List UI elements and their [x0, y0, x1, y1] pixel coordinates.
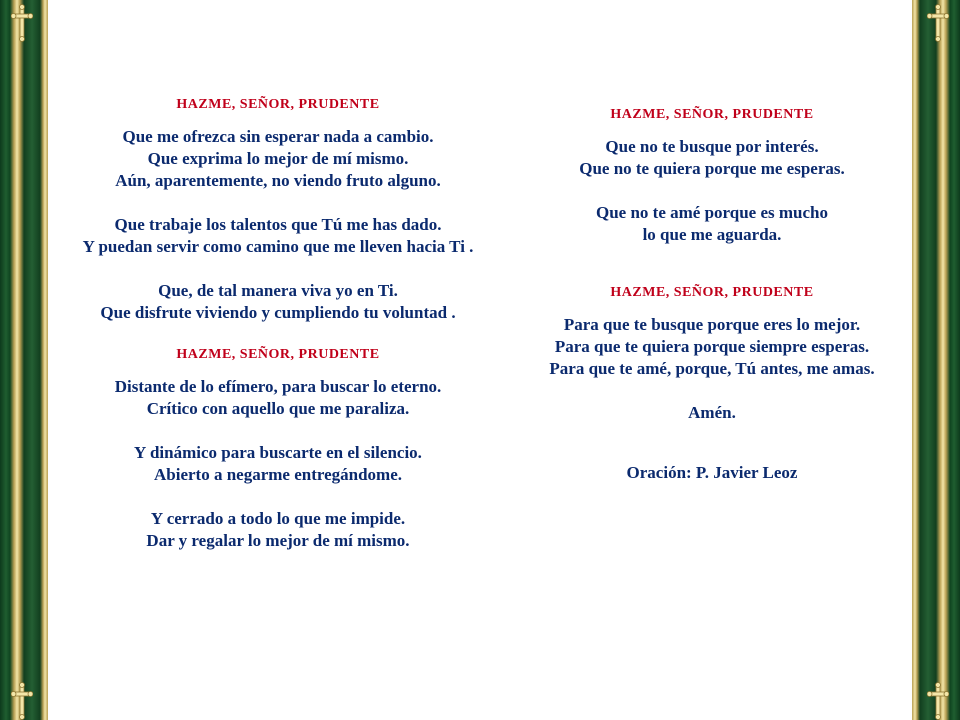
section-heading: HAZME, SEÑOR, PRUDENTE — [610, 285, 814, 300]
prayer-line: Que exprima lo mejor de mí mismo. — [147, 149, 409, 168]
prayer-credit: Oración: P. Javier Leoz — [626, 463, 798, 482]
prayer-line: Para que te busque porque eres lo mejor. — [563, 315, 861, 334]
prayer-line: Que disfrute viviendo y cumpliendo tu voluntad . — [100, 303, 456, 322]
prayer-line: Que, de tal manera viva yo en Ti. — [158, 281, 398, 300]
prayer-line: lo que me aguarda. — [642, 225, 782, 244]
prayer-line: Y dinámico para buscarte en el silencio. — [134, 443, 422, 462]
right-column — [492, 106, 932, 484]
prayer-line: Y puedan servir como camino que me lleven hacia Ti . — [82, 237, 474, 256]
prayer-line: Distante de lo efímero, para buscar lo eterno. — [114, 377, 442, 396]
section-heading: HAZME, SEÑOR, PRUDENTE — [176, 347, 380, 362]
prayer-line: Abierto a negarme entregándome. — [153, 465, 403, 484]
cross-icon — [11, 682, 33, 720]
prayer-line: Para que te amé, porque, Tú antes, me amas. — [549, 359, 875, 378]
section-heading: HAZME, SEÑOR, PRUDENTE — [176, 97, 380, 112]
cross-icon — [927, 4, 949, 42]
cross-icon — [927, 682, 949, 720]
prayer-line: Crítico con aquello que me paraliza. — [146, 399, 410, 418]
prayer-line: Dar y regalar lo mejor de mí mismo. — [146, 531, 410, 550]
prayer-line: Que trabaje los talentos que Tú me has dado. — [114, 215, 442, 234]
prayer-line: Que no te busque por interés. — [605, 137, 819, 156]
amen-text: Amén. — [688, 403, 736, 422]
section-heading: HAZME, SEÑOR, PRUDENTE — [610, 107, 814, 122]
prayer-line: Aún, aparentemente, no viendo fruto alguno. — [115, 171, 441, 190]
prayer-line: Que no te amé porque es mucho — [595, 203, 828, 222]
prayer-line: Para que te quiera porque siempre esperas. — [554, 337, 870, 356]
cross-icon — [11, 4, 33, 42]
prayer-line: Que me ofrezca sin esperar nada a cambio. — [122, 127, 434, 146]
prayer-line: Que no te quiera porque me esperas. — [579, 159, 845, 178]
left-column — [40, 96, 516, 552]
prayer-line: Y cerrado a todo lo que me impide. — [150, 509, 406, 528]
